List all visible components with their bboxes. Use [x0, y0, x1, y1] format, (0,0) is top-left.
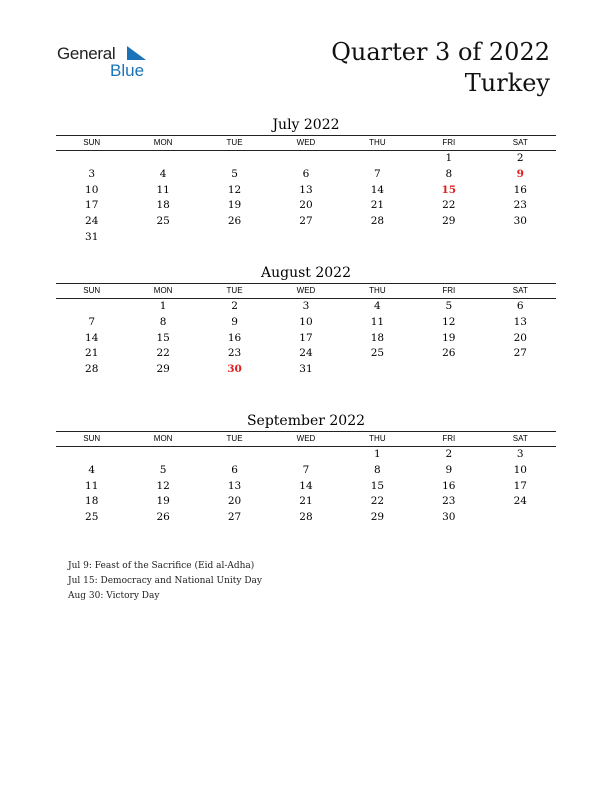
day-cell: 5 [231, 167, 238, 180]
day-cell: 27 [227, 511, 242, 524]
weekday-header: MON [127, 136, 198, 151]
weekday-header: THU [342, 136, 413, 151]
day-cell: 10 [299, 315, 313, 328]
calendar-month-august [56, 263, 556, 378]
day-cell: 30 [442, 511, 456, 524]
day-cell: 21 [370, 199, 385, 212]
page-title [331, 37, 550, 99]
day-cell: 24 [299, 347, 313, 360]
day-cell [199, 447, 270, 463]
day-cell: 14 [85, 331, 99, 344]
week-row [56, 510, 556, 526]
week-row [56, 183, 556, 199]
weekday-header: SAT [485, 136, 556, 151]
calendar-month-september [56, 411, 556, 526]
weekday-header: FRI [413, 136, 484, 151]
day-cell: 16 [442, 479, 456, 492]
weekday-header-row [56, 432, 556, 447]
day-cell: 29 [442, 215, 456, 228]
day-cell: 23 [442, 495, 456, 508]
day-cell: 26 [227, 215, 242, 228]
day-cell: 28 [370, 215, 385, 228]
day-cell: 25 [156, 215, 170, 228]
day-cell: 20 [227, 495, 242, 508]
day-cell [413, 230, 484, 246]
day-cell: 16 [227, 331, 242, 344]
week-row [56, 315, 556, 331]
day-cell [127, 447, 198, 463]
month-title: July 2022 [272, 117, 340, 133]
day-cell: 15 [370, 479, 385, 492]
day-cell [56, 299, 127, 315]
week-row [56, 167, 556, 183]
day-cell: 27 [299, 215, 313, 228]
day-cell: 10 [85, 183, 99, 196]
weekday-header: TUE [199, 284, 270, 299]
day-cell [56, 447, 127, 463]
weekday-header: WED [270, 284, 341, 299]
week-row [56, 463, 556, 479]
weekday-header-row [56, 284, 556, 299]
holiday-day-cell: 15 [441, 183, 457, 196]
day-cell [270, 447, 341, 463]
day-cell: 23 [227, 347, 242, 360]
weekday-header: SUN [56, 284, 127, 299]
weekday-header: FRI [413, 432, 484, 447]
day-cell: 6 [302, 167, 310, 180]
day-cell: 23 [513, 199, 527, 212]
generalblue-logo [57, 44, 157, 84]
day-cell: 11 [370, 315, 385, 328]
calendar-grid [56, 431, 556, 526]
day-cell: 25 [370, 347, 385, 360]
day-cell: 28 [85, 363, 99, 376]
day-cell: 19 [442, 331, 456, 344]
day-cell [199, 151, 270, 167]
day-cell: 4 [374, 300, 381, 312]
weekday-header: WED [270, 136, 341, 151]
day-cell: 15 [156, 331, 170, 344]
weekday-header: TUE [199, 136, 270, 151]
day-cell: 8 [159, 315, 167, 328]
day-cell: 3 [302, 300, 310, 312]
day-cell: 13 [299, 183, 313, 196]
day-cell: 31 [299, 363, 313, 376]
day-cell [485, 362, 556, 378]
day-cell: 24 [85, 215, 99, 228]
day-cell: 17 [85, 199, 99, 212]
holiday-day-cell: 30 [227, 363, 242, 376]
day-cell: 28 [299, 511, 313, 524]
day-cell [270, 230, 341, 246]
day-cell: 1 [159, 300, 167, 312]
day-cell: 1 [445, 152, 453, 164]
day-cell: 6 [516, 300, 524, 312]
weekday-header-row [56, 136, 556, 151]
day-cell [342, 230, 413, 246]
day-cell: 12 [227, 183, 242, 196]
day-cell [342, 362, 413, 378]
weekday-header: THU [342, 284, 413, 299]
calendar-grid [56, 135, 556, 246]
weekday-header: SAT [485, 284, 556, 299]
day-cell: 6 [231, 463, 238, 476]
day-cell: 22 [370, 495, 385, 508]
day-cell [127, 151, 198, 167]
day-cell: 13 [513, 315, 527, 328]
weekday-header: FRI [413, 284, 484, 299]
week-row [56, 299, 556, 315]
day-cell: 9 [445, 463, 453, 476]
day-cell: 29 [370, 511, 385, 524]
day-cell: 30 [513, 215, 527, 228]
day-cell: 18 [156, 199, 170, 212]
week-row [56, 346, 556, 362]
weekday-header: TUE [199, 432, 270, 447]
weekday-header: SAT [485, 432, 556, 447]
day-cell: 2 [231, 300, 238, 312]
day-cell [199, 230, 270, 246]
day-cell [485, 230, 556, 246]
calendar-month-july [56, 115, 556, 246]
day-cell: 20 [299, 199, 313, 212]
day-cell: 24 [513, 495, 527, 508]
holiday-day-cell: 9 [516, 167, 524, 180]
day-cell: 9 [231, 315, 238, 328]
day-cell [413, 362, 484, 378]
day-cell: 5 [445, 300, 453, 312]
quarter-title: Quarter 3 of 2022 [331, 38, 550, 66]
day-cell: 11 [85, 479, 99, 492]
week-row [56, 214, 556, 230]
day-cell [342, 151, 413, 167]
day-cell: 16 [513, 183, 527, 196]
calendar-grid [56, 283, 556, 378]
week-row [56, 494, 556, 510]
weekday-header: SUN [56, 136, 127, 151]
holiday-notes [68, 559, 262, 604]
logo-word-blue: Blue [110, 61, 145, 80]
day-cell: 27 [513, 347, 527, 360]
day-cell: 17 [299, 331, 313, 344]
week-row [56, 447, 556, 463]
day-cell: 4 [88, 463, 96, 476]
day-cell: 31 [85, 230, 99, 243]
day-cell: 29 [156, 363, 170, 376]
holiday-note: Aug 30: Victory Day [68, 591, 160, 601]
day-cell: 21 [299, 495, 313, 508]
day-cell: 10 [513, 463, 527, 476]
day-cell: 22 [442, 199, 456, 212]
week-row [56, 151, 556, 167]
logo-word-general: General [57, 44, 116, 63]
day-cell: 26 [442, 347, 456, 360]
day-cell: 7 [374, 167, 381, 180]
day-cell: 17 [513, 479, 527, 492]
day-cell: 26 [156, 511, 170, 524]
weekday-header: THU [342, 432, 413, 447]
day-cell: 12 [442, 315, 456, 328]
week-row [56, 230, 556, 246]
day-cell: 13 [227, 479, 242, 492]
day-cell [270, 151, 341, 167]
day-cell: 21 [85, 347, 99, 360]
day-cell: 3 [516, 448, 524, 460]
day-cell: 18 [85, 495, 99, 508]
weekday-header: SUN [56, 432, 127, 447]
month-title: September 2022 [246, 413, 366, 429]
day-cell: 19 [227, 199, 242, 212]
day-cell: 20 [513, 331, 527, 344]
day-cell: 2 [516, 152, 524, 164]
day-cell: 7 [88, 315, 96, 328]
day-cell: 19 [156, 495, 170, 508]
weekday-header: MON [127, 432, 198, 447]
day-cell [127, 230, 198, 246]
day-cell: 11 [156, 183, 170, 196]
day-cell: 3 [88, 167, 96, 180]
day-cell: 2 [445, 448, 453, 460]
day-cell: 8 [374, 463, 381, 476]
day-cell: 18 [370, 331, 385, 344]
day-cell: 14 [370, 183, 385, 196]
day-cell: 7 [302, 463, 310, 476]
holiday-note: Jul 15: Democracy and National Unity Day [68, 576, 263, 586]
day-cell: 14 [299, 479, 313, 492]
country-title: Turkey [464, 69, 550, 97]
weekday-header: MON [127, 284, 198, 299]
week-row [56, 198, 556, 214]
day-cell [56, 151, 127, 167]
month-title: August 2022 [261, 265, 351, 281]
week-row [56, 479, 556, 495]
day-cell: 12 [156, 479, 170, 492]
day-cell: 1 [374, 448, 381, 460]
week-row [56, 331, 556, 347]
weekday-header: WED [270, 432, 341, 447]
day-cell: 25 [85, 511, 99, 524]
day-cell: 22 [156, 347, 170, 360]
day-cell: 8 [445, 167, 453, 180]
day-cell: 5 [159, 463, 167, 476]
holiday-note: Jul 9: Feast of the Sacrifice (Eid al-Adha) [68, 561, 255, 571]
logo-triangle-icon [125, 45, 147, 61]
week-row [56, 362, 556, 378]
day-cell: 4 [159, 167, 167, 180]
day-cell [485, 510, 556, 526]
